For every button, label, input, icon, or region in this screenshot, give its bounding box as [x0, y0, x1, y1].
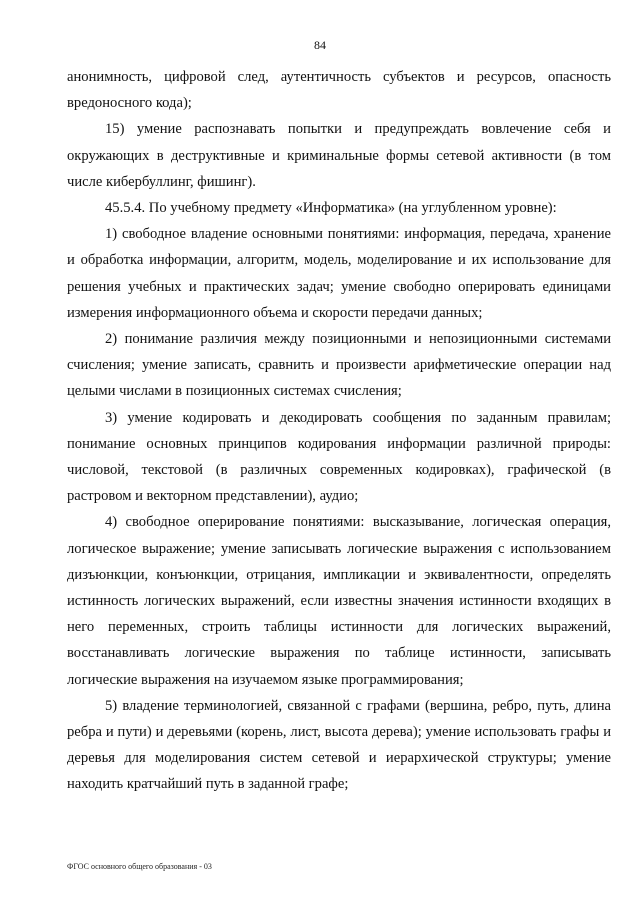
paragraph: анонимность, цифровой след, аутентичность субъектов и ресурсов, опасность вредоносного кода);: [67, 69, 611, 112]
paragraph: 45.5.4. По учебному предмету «Информатика» (на углубленном уровне):: [105, 200, 557, 217]
paragraph: 2) понимание различия между позиционными и непозиционными системами счисления; умение записать, сравнить и произвести арифметические операции над целыми числами в позиционных системах счисления;: [67, 331, 611, 400]
paragraph: 1) свободное владение основными понятиями: информация, передача, хранение и обработка информации, алгоритм, модель, моделирование и их использование для решения учебных и практических задач; умение свободно оперировать единицами измерения информационного объема и скорости передачи данных;: [67, 226, 611, 321]
body-text: [67, 64, 611, 798]
paragraph: 5) владение терминологией, связанной с графами (вершина, ребро, путь, длина ребра и пути) и деревьями (корень, лист, высота дерева); умение использовать графы и деревья для моделирования систем сетевой и иерархической структуры; умение находить кратчайший путь в заданной графе;: [67, 697, 611, 793]
paragraph: 4) свободное оперирование понятиями: высказывание, логическая операция, логическое выражение; умение записывать логические выражения с использованием дизъюнкции, конъюнкции, отрицания, импликации и эквивалентности, определять истинность логических выражений, если известны значения истинности входящих в него переменных, строить таблицы истинности для логических выражений, восстанавливать логические выражения по таблице истинности, записывать логические выражения на изучаемом языке программирования;: [67, 514, 611, 688]
page-number: 84: [314, 38, 326, 52]
footer-note: ФГОС основного общего образования - 03: [67, 862, 212, 871]
paragraph: 15) умение распознавать попытки и предупреждать вовлечение себя и окружающих в деструктивные и криминальные формы сетевой активности (в том числе кибербуллинг, фишинг).: [67, 121, 611, 190]
paragraph: 3) умение кодировать и декодировать сообщения по заданным правилам; понимание основных принципов кодирования информации различной природы: числовой, текстовой (в различных современных кодировках), графической (в растровом и векторном представлении), аудио;: [67, 409, 611, 505]
